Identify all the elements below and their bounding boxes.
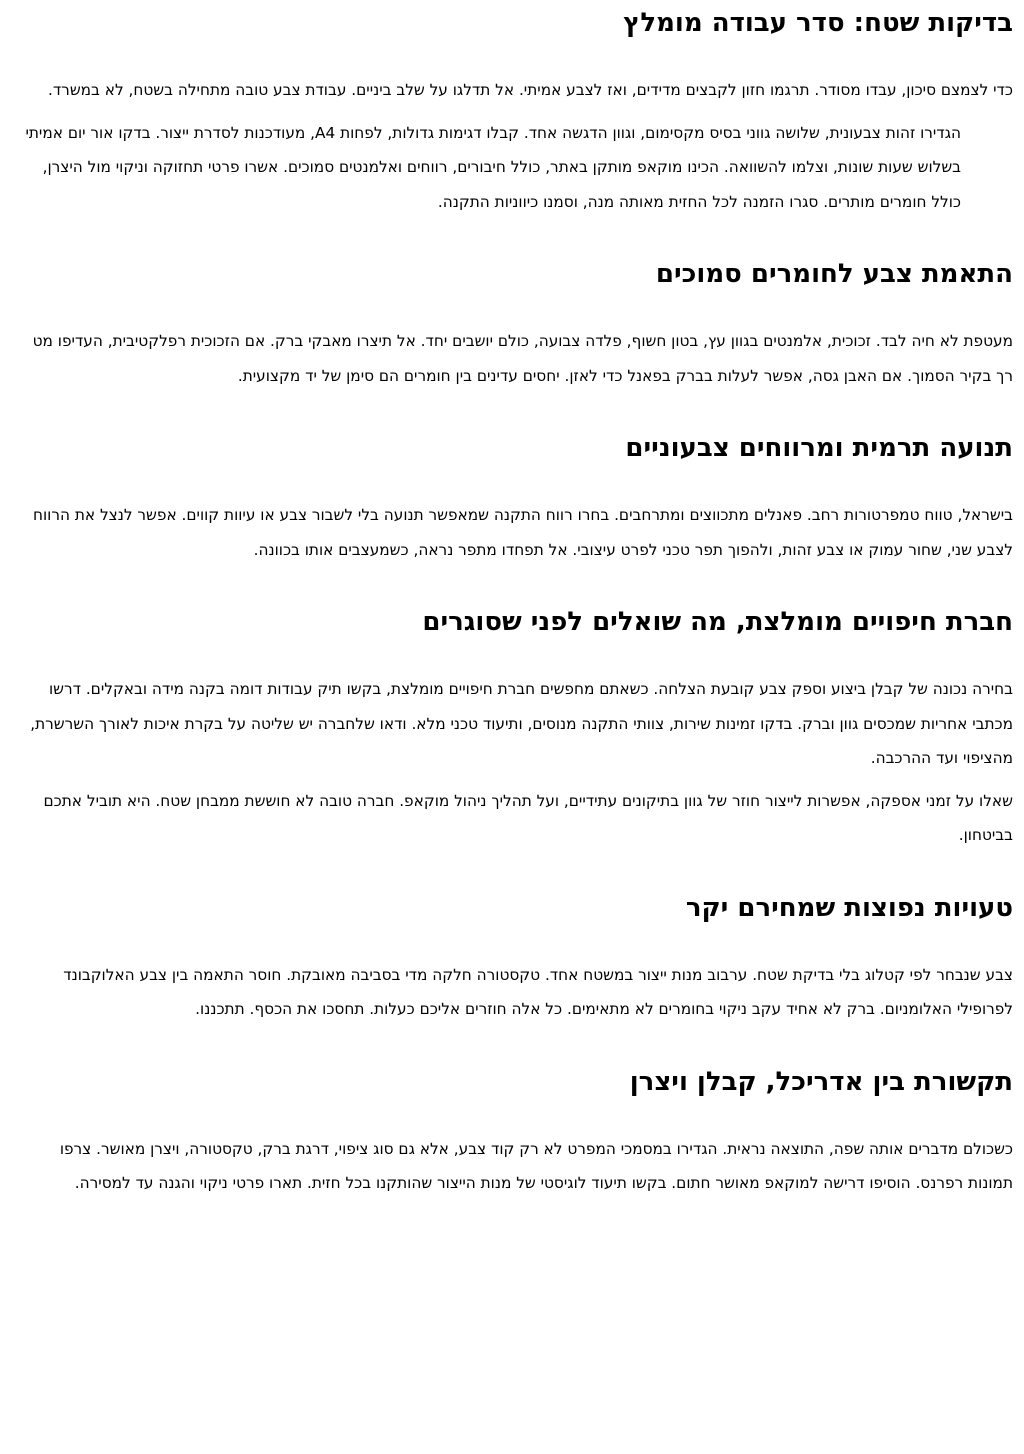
section-thermal-movement (14, 431, 1013, 567)
section-heading: תקשורת בין אדריכל, קבלן ויצרן (629, 1066, 1013, 1097)
section-communication (14, 1065, 1013, 1201)
section-paragraph: מעטפת לא חיה לבד. זכוכית, אלמנטים בגוון עץ, בטון חשוף, פלדה צבועה, כולם יושבים יחד. אל תיצרו מאבקי ברק. אם הזכוכית רפלקטיבית, העדיפו מט רך בקיר הסמוך. אם האבן גסה, אפשר לעלות בברק בפאנל כדי לאזן. יחסים עדינים בין חומרים הם סימן של יד מקצועית. (32, 332, 1013, 385)
section-common-mistakes (14, 891, 1013, 1027)
section-paragraph: בחירה נכונה של קבלן ביצוע וספק צבע קובעת הצלחה. כשאתם מחפשים חברת חיפויים מומלצת, בקשו תיק עבודות דומה בקנה מידה ובאקלים. דרשו מכתבי אחריות שמכסים גוון וברק. בדקו זמינות שירות, צוותי התקנה מנוסים, ותיעוד טכני מלא. ודאו שלחברה יש שליטה על בקרת איכות לאורך השרשרת, מהציפוי ועד ההרכבה. (30, 680, 1013, 767)
article (0, 6, 1024, 1201)
section-paragraph: שאלו על זמני אספקה, אפשרות לייצור חוזר של גוון בתיקונים עתידיים, ועל תהליך ניהול מוקאפ. חברה טובה לא חוששת ממבחן שטח. היא תוביל אתכם בביטחון. (43, 791, 1013, 844)
section-paragraph: בישראל, טווח טמפרטורות רחב. פאנלים מתכווצים ומתרחבים. בחרו רווח התקנה שמאפשר תנועה בלי לשבור צבע או עיוות קווים. אפשר לנצל את הרווח לצבע שני, שחור עמוק או צבע זהות, ולהפוך תפר טכני לפרט עיצובי. אל תפחדו מתפר נראה, כשמעצבים אותו בכוונה. (33, 506, 1013, 559)
section-paragraph: הגדירו זהות צבעונית, שלושה גווני בסיס מקסימום, וגוון הדגשה אחד. קבלו דגימות גדולות, לפחות A4, מעודכנות לסדרת ייצור. בדקו אור יום אמיתי בשלוש שעות שונות, וצלמו להשוואה. הכינו מוקאפ מותקן באתר, כולל חיבורים, רווחים ואלמנטים סמוכים. אשרו פרטי תחזוקה וניקוי מול היצרן, כולל חומרים מותרים. סגרו הזמנה לכל החזית מאותה מנה, וסמנו כיווניות התקנה. (25, 123, 961, 211)
section-heading: התאמת צבע לחומרים סמוכים (655, 259, 1013, 289)
section-paragraph: צבע שנבחר לפי קטלוג בלי בדיקת שטח. ערבוב מנות ייצור במשטח אחד. טקסטורה חלקה מדי בסביבה מאובקת. חוסר התאמה בין צבע האלוקבונד לפרופילי האלומניום. ברק לא אחיד עקב ניקוי בחומרים לא מתאימים. כל אלה חוזרים אליכם כעלות. תחסכו את הכסף. תתכננו. (63, 965, 1013, 1018)
section-heading: בדיקות שטח: סדר עבודה מומלץ (623, 8, 1013, 38)
section-heading: תנועה תרמית ומרווחים צבעוניים (625, 433, 1013, 463)
section-paragraph: כדי לצמצם סיכון, עבדו מסודר. תרגמו חזון לקבצים מדידים, ואז לצבע אמיתי. אל תדלגו על שלב ביניים. עבודת צבע טובה מתחילה בשטח, לא במשרד. (47, 81, 1013, 99)
section-field-testing (14, 6, 1013, 219)
section-adjacent-materials (14, 257, 1013, 393)
section-recommended-company (14, 605, 1013, 853)
section-paragraph: כשכולם מדברים אותה שפה, התוצאה נראית. הגדירו במסמכי המפרט לא רק קוד צבע, אלא גם סוג ציפוי, דרגת ברק, טקסטורה, ויצרן מאושר. צרפו תמונות רפרנס. הוסיפו דרישה למוקאפ מאושר חתום. בקשו תיעוד לוגיסטי של מנות הייצור שהותקנו בכל חזית. תארו פרטי ניקוי והגנה עד למסירה. (59, 1139, 1013, 1192)
section-heading: חברת חיפויים מומלצת, מה שואלים לפני שסוגרים (422, 607, 1013, 637)
section-heading: טעויות נפוצות שמחירם יקר (685, 892, 1013, 923)
